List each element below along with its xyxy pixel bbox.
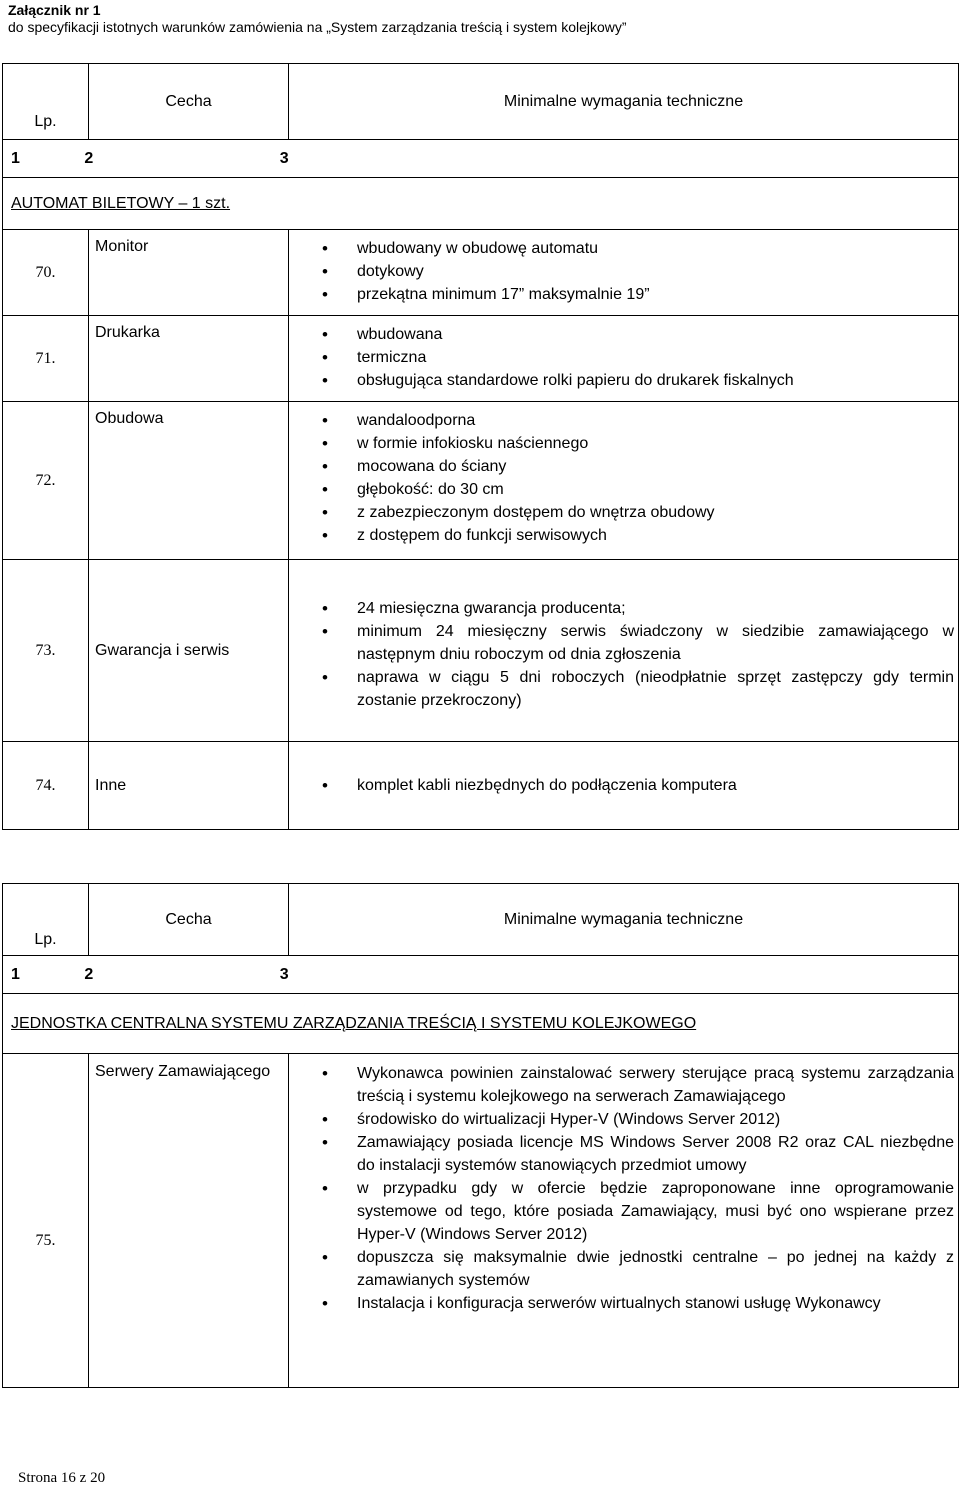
list-item: • komplet kabli niezbędnych do podłączenia komputera [289,774,954,797]
requirement-list [289,323,958,392]
table-row [3,230,959,316]
table-row [3,1054,959,1388]
row-feature: Monitor [89,230,289,316]
colnum-3: 3 [279,149,289,167]
column-number-row [3,956,959,994]
row-lp: 71. [3,316,89,402]
list-item: • środowisko do wirtualizacji Hyper-V (Windows Server 2012) [289,1108,954,1131]
row-lp: 75. [3,1054,89,1388]
row-feature: Gwarancja i serwis [89,560,289,742]
row-lp: 73. [3,560,89,742]
list-item: • w przypadku gdy w ofercie będzie zaproponowane inne oprogramowanie systemowe od tego, które posiada Zamawiający, musi być ono wspierane przez Hyper-V (Windows Server 2012) [289,1177,954,1246]
col-req: Minimalne wymagania techniczne [289,64,959,140]
spec-table-automat [2,63,959,830]
list-item: • minimum 24 miesięczny serwis świadczony w siedzibie zamawiającego w następnym dniu roboczym od dnia zgłoszenia [289,620,954,666]
list-item: • termiczna [289,346,954,369]
section-row [3,178,959,230]
document-header [8,2,627,36]
requirement-list [289,1062,958,1315]
table-header-row [3,64,959,140]
col-req: Minimalne wymagania techniczne [289,884,959,956]
list-item: • z zabezpieczonym dostępem do wnętrza obudowy [289,501,954,524]
row-lp: 70. [3,230,89,316]
row-lp: 74. [3,742,89,830]
col-cecha: Cecha [89,884,289,956]
list-item: • Wykonawca powinien zainstalować serwery sterujące pracą systemu zarządzania treścią i systemu kolejkowego na serwerach Zamawiającego [289,1062,954,1108]
col-lp: Lp. [3,64,89,140]
colnum-2: 2 [84,149,94,167]
list-item: • z dostępem do funkcji serwisowych [289,524,954,547]
list-item: • obsługująca standardowe rolki papieru do drukarek fiskalnych [289,369,954,392]
list-item: • naprawa w ciągu 5 dni roboczych (nieodpłatnie sprzęt zastępczy gdy termin zostanie przekroczony) [289,666,954,712]
table-row [3,316,959,402]
row-feature: Obudowa [89,402,289,560]
attachment-title: Załącznik nr 1 [8,2,101,18]
list-item: • przekątna minimum 17” maksymalnie 19” [289,283,954,306]
requirement-list [289,774,958,797]
list-item: • Zamawiający posiada licencje MS Windows Server 2008 R2 oraz CAL niezbędne do instalacji systemów stanowiących przedmiot umowy [289,1131,954,1177]
list-item: • głębokość: do 30 cm [289,478,954,501]
list-item: • dopuszcza się maksymalnie dwie jednostki centralne – po jednej na każdy z zamawianych systemów [289,1246,954,1292]
row-lp: 72. [3,402,89,560]
col-lp: Lp. [3,884,89,956]
table-row [3,402,959,560]
list-item: • wandaloodporna [289,409,954,432]
colnum-3: 3 [279,965,289,983]
section-title: AUTOMAT BILETOWY – 1 szt. [11,194,231,212]
table-row [3,742,959,830]
list-item: • wbudowany w obudowę automatu [289,237,954,260]
attachment-subtitle: do specyfikacji istotnych warunków zamówienia na „System zarządzania treścią i system kolejkowy” [8,19,627,35]
col-cecha: Cecha [89,64,289,140]
requirement-list [289,237,958,306]
row-feature: Inne [89,742,289,830]
column-number-row [3,140,959,178]
section-title: JEDNOSTKA CENTRALNA SYSTEMU ZARZĄDZANIA TREŚCIĄ I SYSTEMU KOLEJKOWEGO [11,1014,697,1032]
table-header-row [3,884,959,956]
colnum-1: 1 [11,149,20,167]
spec-table-jednostka [2,883,959,1388]
list-item: • Instalacja i konfiguracja serwerów wirtualnych stanowi usługę Wykonawcy [289,1292,954,1315]
list-item: • dotykowy [289,260,954,283]
row-feature: Drukarka [89,316,289,402]
list-item: • w formie infokiosku naściennego [289,432,954,455]
list-item: • mocowana do ściany [289,455,954,478]
page-footer: Strona 16 z 20 [18,1470,106,1486]
requirement-list [289,409,958,547]
requirement-list [289,597,958,712]
row-feature: Serwery Zamawiającego [89,1054,289,1388]
table-row [3,560,959,742]
section-row [3,994,959,1054]
colnum-1: 1 [11,965,20,983]
list-item: • wbudowana [289,323,954,346]
list-item: • 24 miesięczna gwarancja producenta; [289,597,954,620]
colnum-2: 2 [84,965,94,983]
